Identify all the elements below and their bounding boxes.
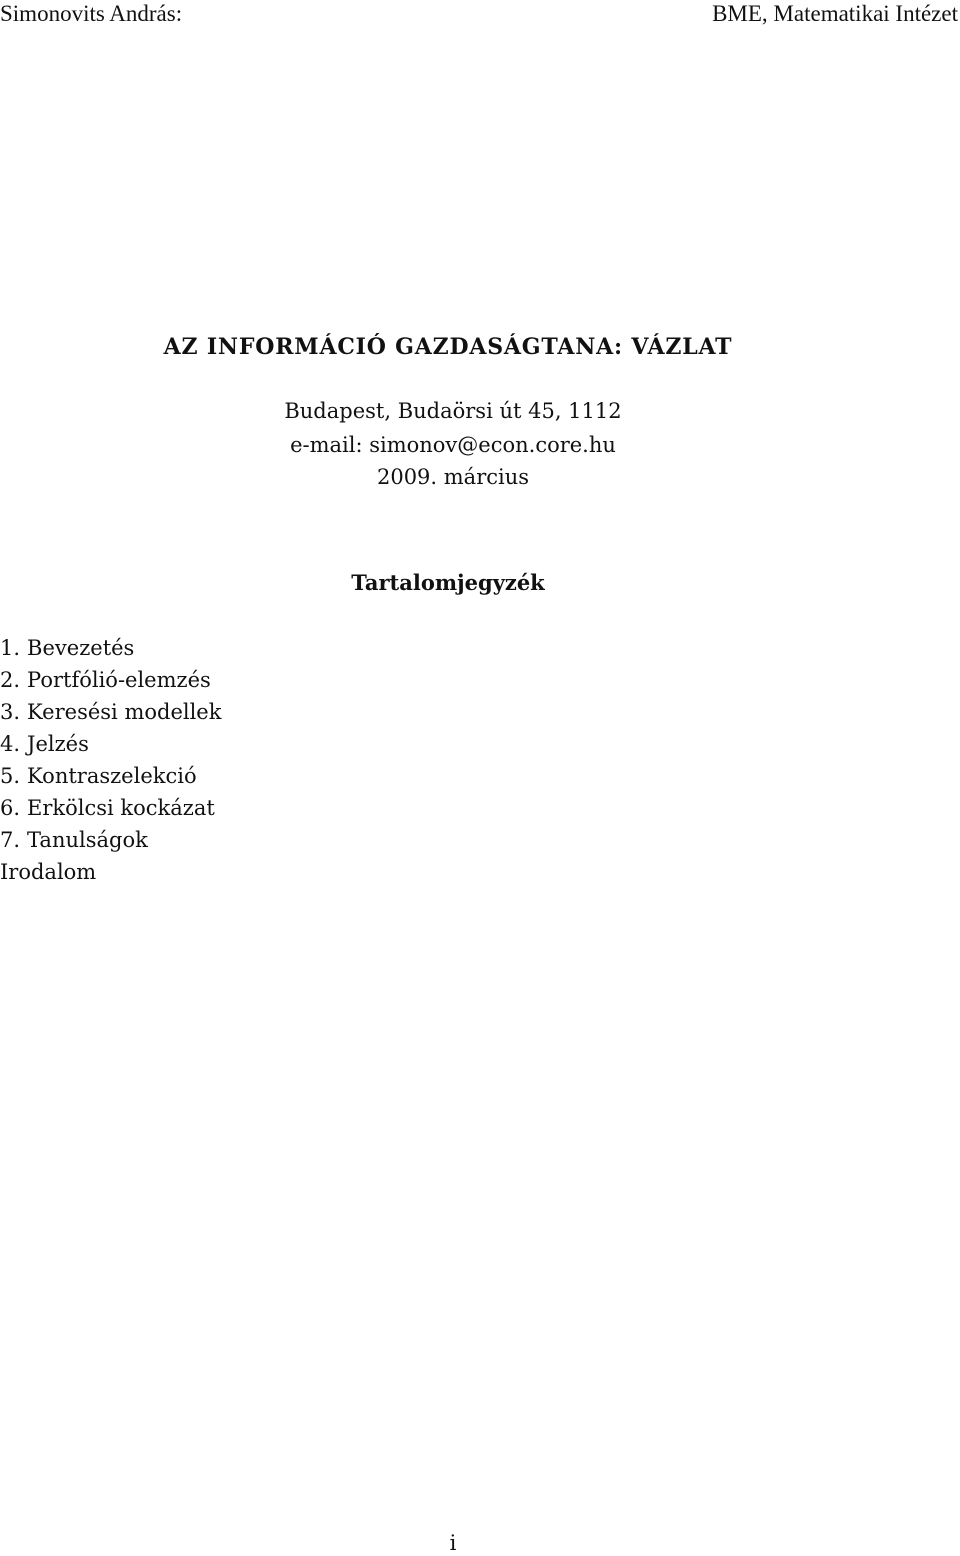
- toc-item-kontraszelekcio[interactable]: [0, 760, 221, 792]
- toc-item-number: 3.: [0, 700, 21, 724]
- toc-item-number: 4.: [0, 732, 21, 756]
- toc-item-label: Keresési modellek: [27, 700, 222, 724]
- document-date: 2009. március: [376, 465, 530, 489]
- toc-item-label: Tanulságok: [27, 828, 148, 852]
- toc-item-irodalom[interactable]: [0, 856, 221, 888]
- toc-item-number: 2.: [0, 668, 21, 692]
- toc-item-number: 6.: [0, 796, 21, 820]
- toc-item-erkolcsi-kockazat[interactable]: [0, 792, 221, 824]
- header-author: Simonovits András:: [0, 1, 183, 26]
- page-number: i: [449, 1531, 457, 1555]
- toc-item-label: Kontraszelekció: [27, 764, 197, 788]
- toc-item-jelzes[interactable]: [0, 728, 221, 760]
- header-institution: BME, Matematikai Intézet: [712, 1, 958, 26]
- author-address: Budapest, Budaörsi út 45, 1112: [284, 399, 622, 423]
- toc-item-label: Erkölcsi kockázat: [27, 796, 215, 820]
- toc-item-tanulsagok[interactable]: [0, 824, 221, 856]
- toc-item-bevezetes[interactable]: [0, 632, 221, 664]
- toc-heading: Tartalomjegyzék: [351, 570, 545, 595]
- toc-item-label: Bevezetés: [27, 636, 135, 660]
- toc-item-label: Portfólió-elemzés: [27, 668, 211, 692]
- table-of-contents: [0, 632, 221, 888]
- toc-item-portfolio-elemzes[interactable]: [0, 664, 221, 696]
- document-title: AZ INFORMÁCIÓ GAZDASÁGTANA: VÁZLAT: [163, 334, 733, 360]
- toc-item-number: 7.: [0, 828, 21, 852]
- toc-item-keresesi-modellek[interactable]: [0, 696, 221, 728]
- toc-item-label: Irodalom: [0, 860, 97, 884]
- author-email: e-mail: simonov@econ.core.hu: [290, 433, 616, 457]
- toc-item-label: Jelzés: [27, 732, 89, 756]
- toc-item-number: 5.: [0, 764, 21, 788]
- toc-item-number: 1.: [0, 636, 21, 660]
